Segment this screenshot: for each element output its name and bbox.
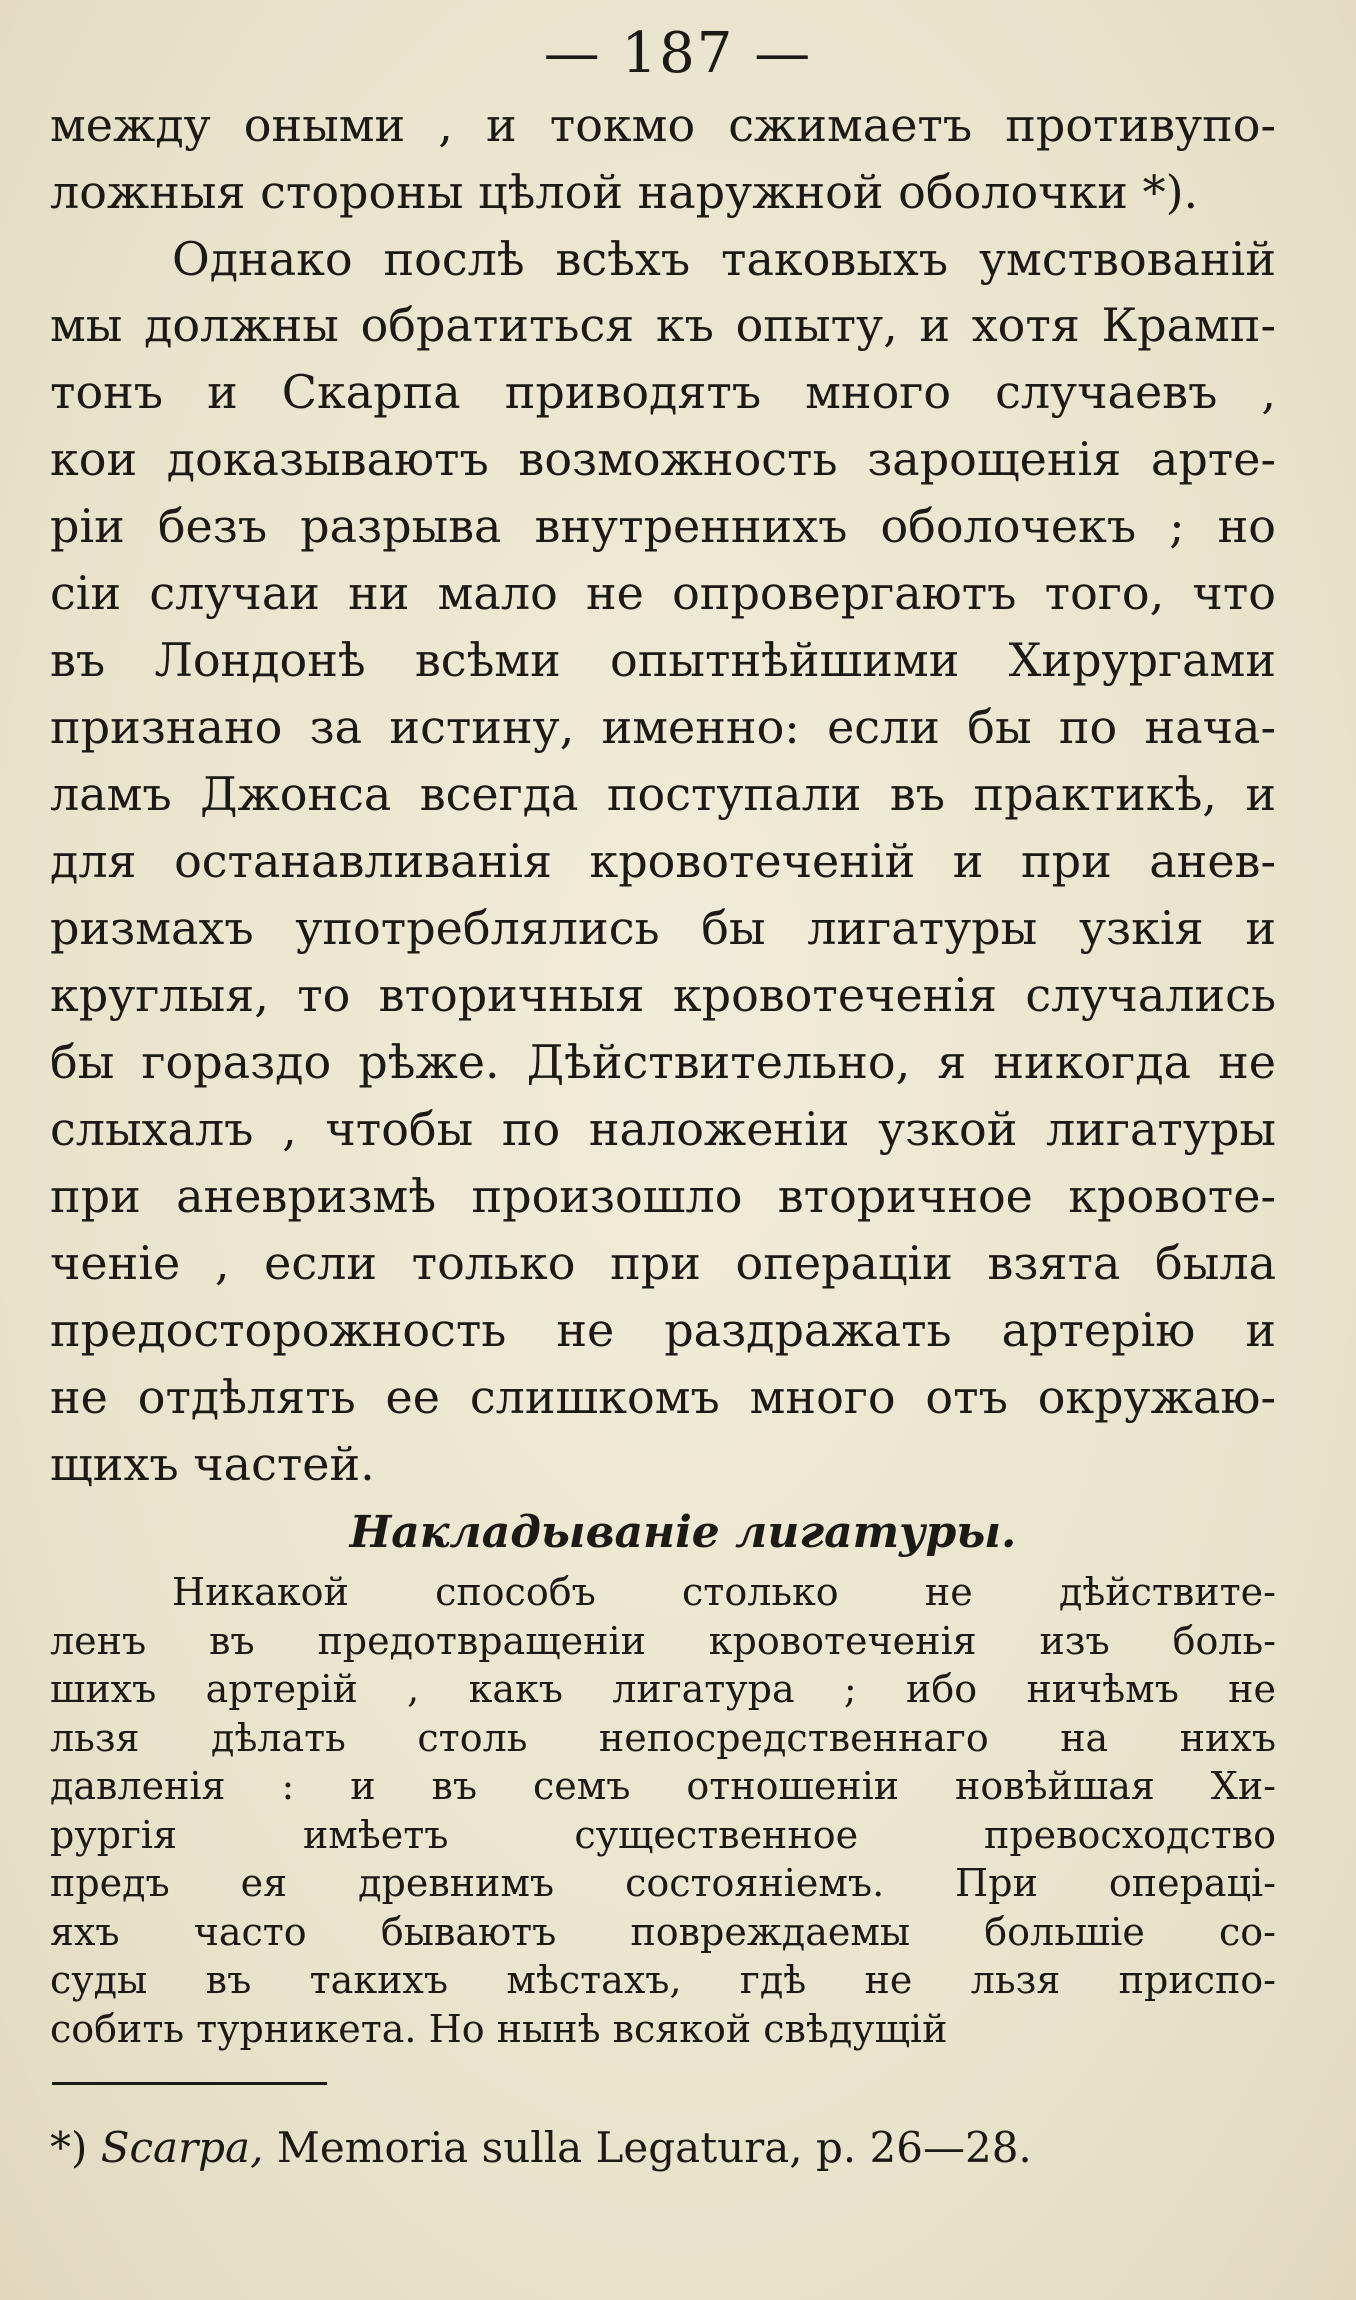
footnote-marker: *) (50, 2123, 88, 2172)
text-line: щихъ частей. (50, 1437, 375, 1491)
text-line: ламъ Джонса всегда поступали въ практикѣ, и (50, 767, 1276, 821)
footnote-author: Scarpa, (100, 2123, 264, 2172)
text-line: предъ ея древнимъ состояніемъ. При операці- (50, 1861, 1276, 1905)
page-number: — 187 — (543, 21, 813, 86)
text-line: при аневризмѣ произошло вторичное кровоте- (50, 1169, 1276, 1223)
text-line: слыхалъ , чтобы по наложеніи узкой лигатуры (50, 1102, 1276, 1156)
text-line: ложныя стороны цѣлой наружной оболочки *). (50, 165, 1199, 219)
text-line: ленъ въ предотвращеніи кровотеченія изъ боль- (50, 1618, 1276, 1663)
text-line: предосторожность не раздражать артерію и (50, 1303, 1276, 1357)
text-line: кои доказываютъ возможность зарощенія арте- (50, 432, 1276, 486)
text-line: льзя дѣлать столь непосредственнаго на нихъ (50, 1715, 1276, 1760)
text-line: признано за истину, именно: если бы по нача- (50, 700, 1276, 754)
text-line: рургія имѣетъ существенное превосходство (50, 1812, 1276, 1857)
footnote (50, 2116, 1032, 2180)
text-line: Однако послѣ всѣхъ таковыхъ умствованій (172, 232, 1276, 286)
text-line: суды въ такихъ мѣстахъ, гдѣ не льзя приспо- (50, 1958, 1276, 2002)
text-line: ріи безъ разрыва внутреннихъ оболочекъ ; но (50, 499, 1276, 553)
text-line: бы гораздо рѣже. Дѣйствительно, я никогда не (50, 1035, 1276, 1089)
text-line: яхъ часто бываютъ повреждаемы большіе со- (50, 1909, 1276, 1954)
footnote-text: Memoria sulla Legatura, p. 26—28. (276, 2123, 1032, 2172)
text-line: давленія : и въ семъ отношеніи новѣйшая Хи- (50, 1764, 1276, 1808)
text-line: шихъ артерій , какъ лигатура ; ибо ничѣмъ не (50, 1667, 1276, 1711)
text-line: между оными , и токмо сжимаетъ противупо- (50, 98, 1276, 152)
text-line: не отдѣлять ее слишкомъ много отъ окружаю- (50, 1370, 1276, 1424)
text-line: въ Лондонѣ всѣми опытнѣйшими Хирургами (50, 633, 1276, 687)
text-line: тонъ и Скарпа приводятъ много случаевъ , (50, 365, 1276, 419)
text-line: мы должны обратиться къ опыту, и хотя Крамп- (50, 298, 1276, 352)
text-line: ризмахъ употреблялись бы лигатуры узкія и (50, 901, 1276, 955)
text-line: Никакой способъ столько не дѣйствите- (172, 1570, 1276, 1614)
footnote-rule (52, 2082, 327, 2085)
text-line: для останавливанія кровотеченій и при анев- (50, 834, 1276, 888)
text-line: сіи случаи ни мало не опровергаютъ того, что (50, 566, 1276, 620)
text-line: собить турникета. Но нынѣ всякой свѣдущій (50, 2006, 948, 2051)
text-line: ченіе , если только при операціи взята была (50, 1236, 1276, 1290)
text-line: круглыя, то вторичныя кровотеченія случались (50, 968, 1276, 1022)
section-heading: Накладываніе лигатуры. (349, 1507, 1017, 1558)
